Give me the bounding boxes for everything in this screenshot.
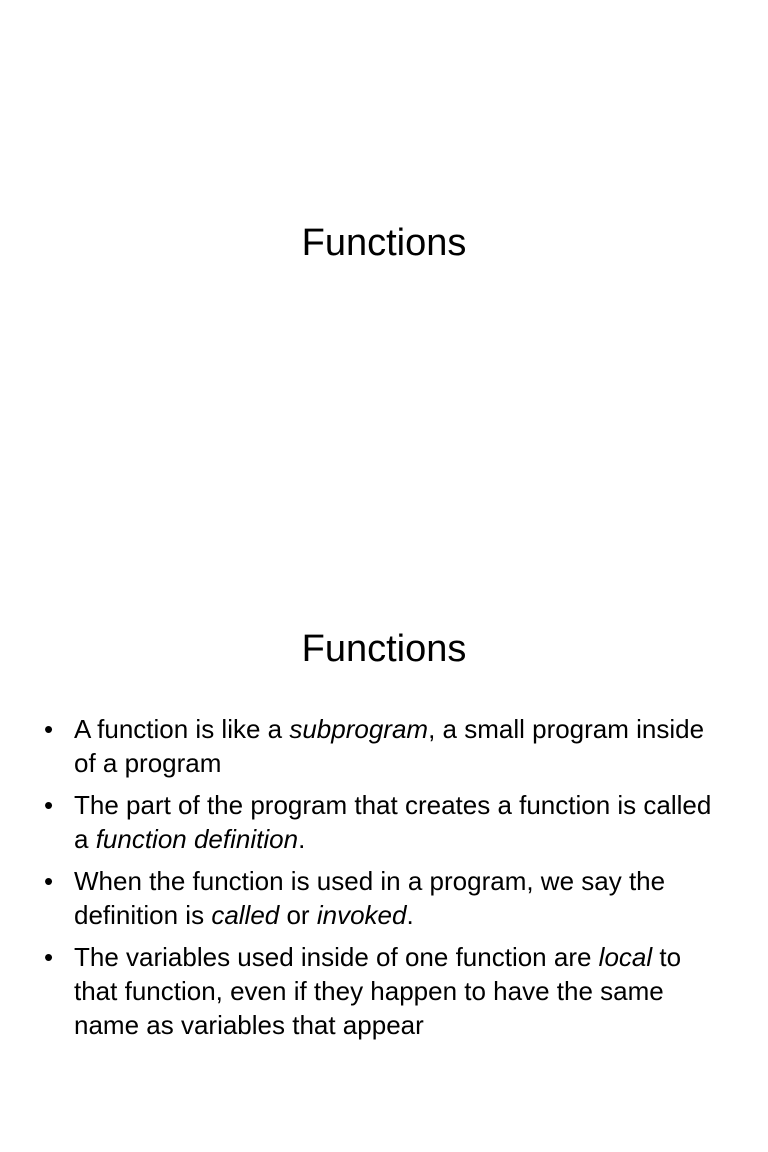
bullet-text: The part of the program that creates a function is called a [74, 790, 712, 854]
bullet-icon: • [44, 714, 54, 744]
bullet-text: to that function, even if they happen to have the same name as variables that appear [74, 942, 682, 1040]
bullet-text: . [298, 824, 306, 854]
emphasis-term: invoked [316, 900, 407, 930]
bullet-text: A function is like a [74, 714, 290, 744]
bullet-icon: • [44, 866, 54, 896]
slide-title: Functions [301, 222, 467, 264]
bullet-item [40, 940, 730, 1042]
bullet-icon: • [44, 942, 54, 972]
bullet-text: . [406, 900, 414, 930]
emphasis-term: function definition [95, 824, 299, 854]
bullet-text: The variables used inside of one function are [74, 942, 599, 972]
bullet-icon: • [44, 790, 54, 820]
emphasis-term: local [598, 942, 653, 972]
slide-title: Functions [301, 628, 467, 670]
emphasis-term: called [211, 900, 280, 930]
bullet-item [40, 712, 730, 780]
bullet-text: , a small program inside of a program [74, 714, 705, 778]
content-slide [0, 576, 768, 1152]
emphasis-term: subprogram [289, 714, 429, 744]
bullet-text: or [279, 900, 317, 930]
bullet-text: When the function is used in a program, we say the definition is [74, 866, 666, 930]
bullet-item [40, 788, 730, 856]
bullet-list [40, 712, 730, 1050]
bullet-item [40, 864, 730, 932]
